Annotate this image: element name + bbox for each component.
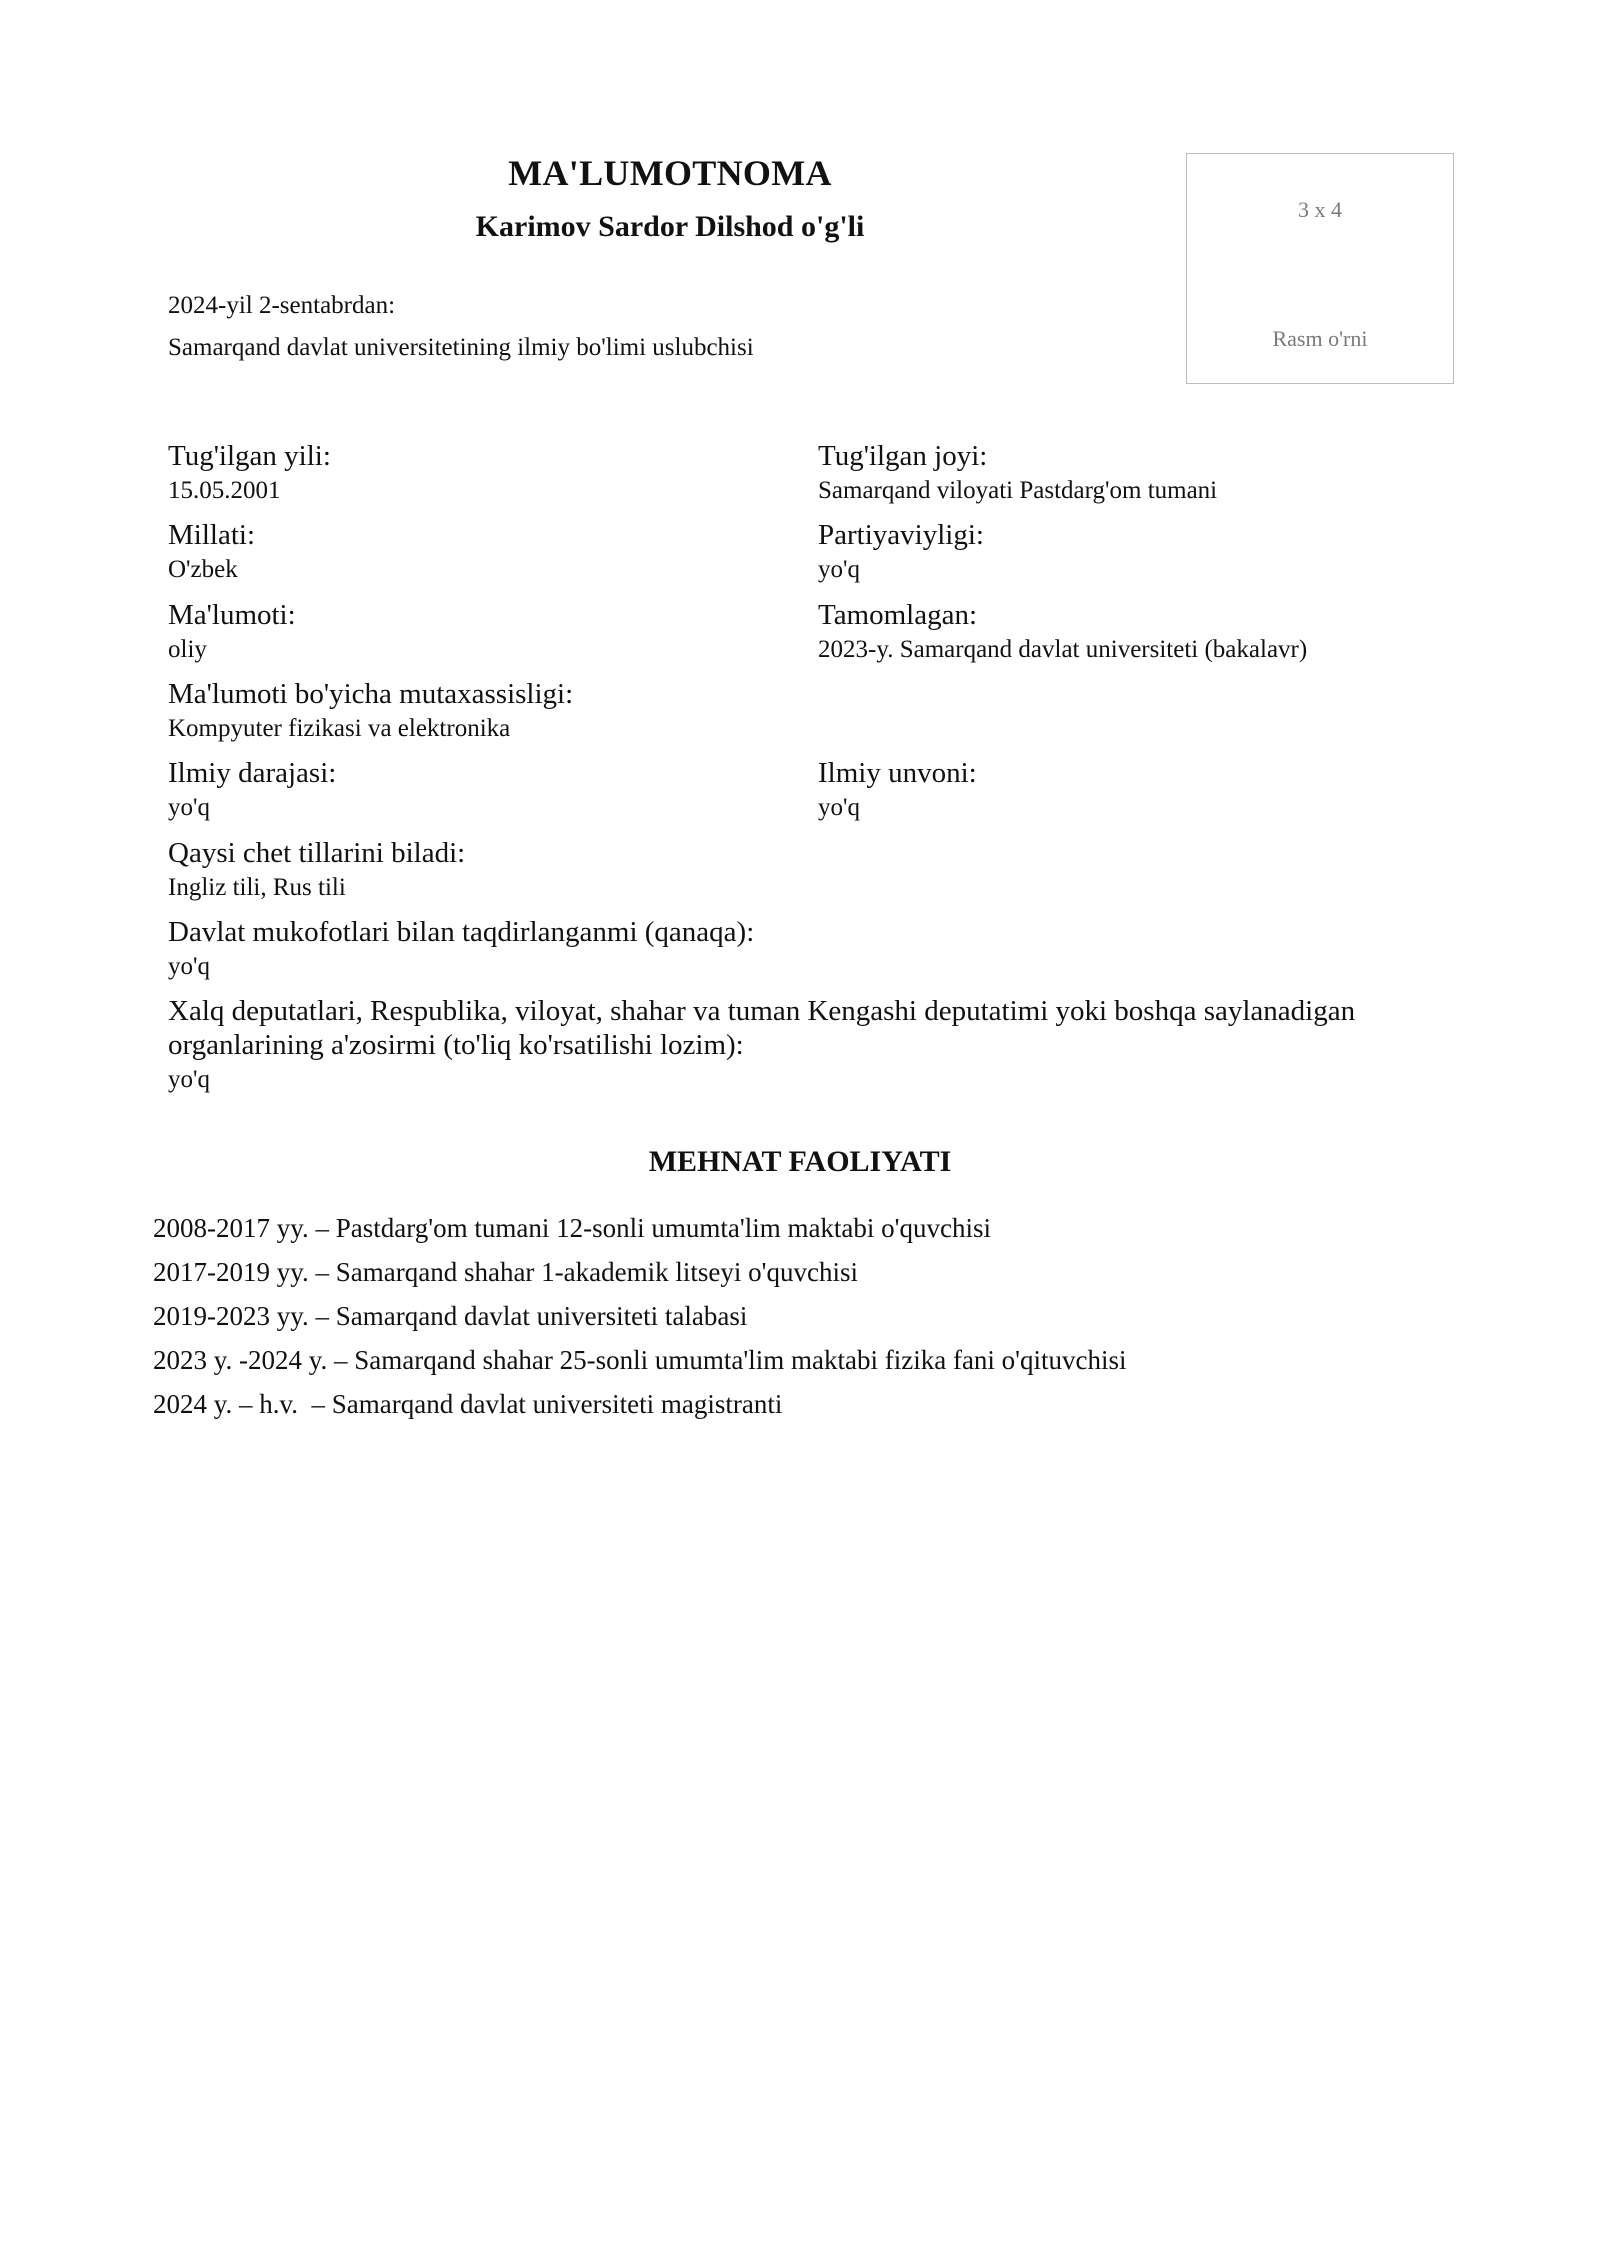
field-education <box>168 598 296 667</box>
list-item: 2017-2019 yy. – Samarqand shahar 1-akademik litseyi o'quvchisi <box>153 1257 858 1287</box>
field-party <box>818 518 984 587</box>
photo-size-label: 3 x 4 <box>1298 197 1342 222</box>
field-label: Xalq deputatlari, Respublika, viloyat, shahar va tuman Kengashi deputatimi yoki boshqa saylanadigan <box>168 995 1356 1027</box>
field-value: oliy <box>168 636 207 663</box>
since-date: 2024-yil 2-sentabrdan: <box>168 292 396 319</box>
field-value: 2023-y. Samarqand davlat universiteti (bakalavr) <box>818 636 1308 663</box>
field-label: Tamomlagan: <box>818 599 978 631</box>
field-value: O'zbek <box>168 556 238 583</box>
field-label: Ma'lumoti: <box>168 599 296 631</box>
field-label: Tug'ilgan joyi: <box>818 440 988 472</box>
field-label: Millati: <box>168 519 255 551</box>
field-degree <box>168 756 336 825</box>
field-value: yo'q <box>168 1066 211 1093</box>
current-position: Samarqand davlat universitetining ilmiy bo'limi uslubchisi <box>168 334 754 361</box>
field-label-continued: organlarining a'zosirmi (to'liq ko'rsatilishi lozim): <box>168 1029 744 1061</box>
field-label: Tug'ilgan yili: <box>168 440 331 472</box>
field-value: yo'q <box>818 794 861 821</box>
field-birth-place <box>818 439 1217 508</box>
field-label: Ilmiy darajasi: <box>168 757 337 789</box>
field-label: Qaysi chet tillarini biladi: <box>168 837 466 869</box>
field-deputy <box>168 994 1498 1097</box>
field-academic-title <box>818 756 977 825</box>
work-history-list <box>153 1206 1127 1426</box>
field-specialty <box>168 677 573 746</box>
field-birth-year <box>168 439 331 508</box>
photo-placeholder-label: Rasm o'rni <box>1272 326 1368 351</box>
field-value: Ingliz tili, Rus tili <box>168 874 346 901</box>
field-value: yo'q <box>168 953 211 980</box>
work-section-title: MEHNAT FAOLIYATI <box>648 1145 952 1178</box>
field-label: Davlat mukofotlari bilan taqdirlanganmi (qanaqa): <box>168 916 755 948</box>
list-item: 2019-2023 yy. – Samarqand davlat universiteti talabasi <box>153 1301 748 1331</box>
field-graduated <box>818 598 1307 667</box>
field-nationality <box>168 518 255 587</box>
list-item: 2024 y. – h.v. – Samarqand davlat universiteti magistranti <box>153 1389 783 1419</box>
field-value: 15.05.2001 <box>168 477 281 504</box>
list-item: 2023 y. -2024 y. – Samarqand shahar 25-sonli umumta'lim maktabi fizika fani o'qituvchisi <box>153 1345 1127 1375</box>
current-position-block <box>168 285 754 369</box>
photo-placeholder <box>1186 153 1454 384</box>
person-name: Karimov Sardor Dilshod o'g'li <box>475 210 865 243</box>
list-item: 2008-2017 yy. – Pastdarg'om tumani 12-sonli umumta'lim maktabi o'quvchisi <box>153 1213 992 1243</box>
field-label: Ma'lumoti bo'yicha mutaxassisligi: <box>168 678 574 710</box>
field-awards <box>168 915 754 984</box>
field-value: yo'q <box>818 556 861 583</box>
field-languages <box>168 836 465 905</box>
field-value: Kompyuter fizikasi va elektronika <box>168 715 511 742</box>
field-value: Samarqand viloyati Pastdarg'om tumani <box>818 477 1218 504</box>
field-label: Partiyaviyligi: <box>818 519 984 551</box>
field-value: yo'q <box>168 794 211 821</box>
field-label: Ilmiy unvoni: <box>818 757 977 789</box>
document-title: MA'LUMOTNOMA <box>508 153 832 193</box>
